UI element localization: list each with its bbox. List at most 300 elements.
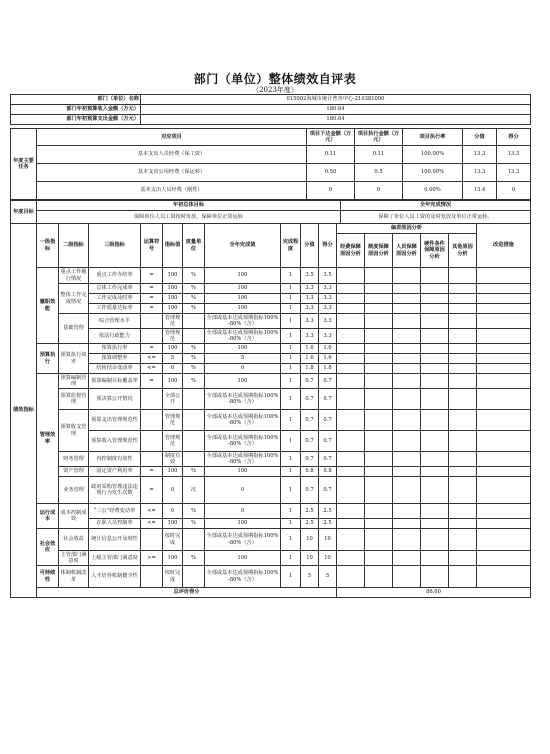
cell: 100 (163, 551, 183, 566)
cell: 1.8 (319, 364, 337, 374)
cell (477, 284, 531, 294)
cell: 工作完成及时率 (89, 294, 141, 304)
table-row (11, 519, 531, 529)
tasks-col-score: 得分 (497, 129, 531, 146)
l2-asset: 资产管理 (59, 467, 89, 477)
cell: “三公”经费变动率 (89, 504, 141, 519)
cell (337, 329, 365, 344)
cell: % (183, 268, 205, 284)
cell (449, 477, 477, 504)
cell (393, 284, 421, 294)
cell: 上级主管部门满意度 (89, 551, 141, 566)
cell (421, 529, 449, 551)
task-row (11, 146, 531, 164)
cell: 全部或基本达成预期指标100%-80%（含） (205, 389, 281, 410)
cell: % (183, 284, 205, 294)
cell: 100 (205, 304, 281, 314)
col-weight: 分值 (301, 224, 319, 268)
cell: 全部或基本达成预期指标100%-80%（含） (205, 431, 281, 452)
cell: 100 (163, 374, 183, 389)
cell (365, 329, 393, 344)
cell: 工作质量达标率 (89, 304, 141, 314)
cell (337, 284, 365, 294)
task-executed: 0 (355, 182, 403, 200)
cell (365, 304, 393, 314)
cell (449, 389, 477, 410)
cell: 0 (205, 477, 281, 504)
cell: % (183, 344, 205, 354)
cell: = (141, 284, 163, 294)
cell: 在职人员控制率 (89, 519, 141, 529)
cell (421, 329, 449, 344)
cell: 100 (163, 284, 183, 294)
cell: % (183, 304, 205, 314)
cell (449, 529, 477, 551)
cell: 3.5 (301, 268, 319, 284)
cell (421, 374, 449, 389)
cell: <= (141, 504, 163, 519)
cell: 1 (281, 477, 301, 504)
cell (393, 374, 421, 389)
cell: 管理规范 (163, 410, 183, 431)
cell (393, 304, 421, 314)
table-row (11, 467, 531, 477)
cell (477, 551, 531, 566)
total-label: 总评价得分 (37, 588, 337, 598)
cell (365, 566, 393, 588)
cell (477, 529, 531, 551)
cell: % (183, 519, 205, 529)
cell: 100 (205, 467, 281, 477)
cell (337, 452, 365, 467)
cell (365, 410, 393, 431)
cell: 3.3 (319, 304, 337, 314)
l2-soc: 社会效益 (59, 529, 89, 551)
cell: 0.8 (319, 467, 337, 477)
cell: = (141, 268, 163, 284)
cell: 3.3 (319, 314, 337, 329)
goals-section-label: 年度目标 (11, 201, 37, 224)
cell (393, 452, 421, 467)
cell (365, 551, 393, 566)
cell (393, 566, 421, 588)
table-row (11, 364, 531, 374)
cell (421, 354, 449, 364)
cell: 1 (281, 566, 301, 588)
cell: 全部或基本达成预期指标100%-80%（含） (205, 529, 281, 551)
cell: 3.3 (301, 294, 319, 304)
cell: 预算支出管理规范性 (89, 410, 141, 431)
col-score: 得分 (319, 224, 337, 268)
cell: 1 (281, 519, 301, 529)
task-score: 13.3 (497, 146, 531, 164)
cell: 0.8 (301, 467, 319, 477)
cell (421, 477, 449, 504)
cell: 0.7 (301, 477, 319, 504)
cell: = (141, 374, 163, 389)
cell (183, 314, 205, 329)
income-value: 180.64 (141, 105, 531, 115)
cell (421, 294, 449, 304)
cell: 0.7 (319, 389, 337, 410)
cell (183, 389, 205, 410)
cell: 5 (163, 354, 183, 364)
tasks-table (10, 128, 531, 200)
l1-social: 社会效应 (37, 529, 59, 566)
cell (183, 329, 205, 344)
cell: % (183, 504, 205, 519)
cell (393, 410, 421, 431)
indicators-section-label: 绩效指标 (11, 224, 37, 598)
cell (365, 519, 393, 529)
indicators-table (10, 223, 531, 598)
cell (449, 374, 477, 389)
cell (477, 364, 531, 374)
task-allocated: 0.50 (307, 164, 355, 182)
cell: 100 (205, 284, 281, 294)
col-dev-system: 制度保障原因分析 (365, 234, 393, 268)
cell (393, 431, 421, 452)
l2-overall: 整体工作完成情况 (59, 284, 89, 314)
cell: = (141, 304, 163, 314)
cell: 100 (163, 467, 183, 477)
cell (337, 477, 365, 504)
page-subtitle: （2023年度） (252, 86, 298, 94)
cell (393, 504, 421, 519)
cell (393, 329, 421, 344)
cell (421, 314, 449, 329)
l2-bsup: 预算监督管理 (59, 389, 89, 410)
cell: % (183, 354, 205, 364)
cell: 0.7 (319, 452, 337, 467)
task-weight: 13.4 (463, 182, 497, 200)
cell: 100 (163, 268, 183, 284)
cell (141, 431, 163, 452)
cell: 1 (281, 268, 301, 284)
cell (365, 529, 393, 551)
unit-name-row (11, 95, 531, 105)
l1-cost: 运行成本 (37, 504, 59, 529)
cell (337, 519, 365, 529)
table-row (11, 374, 531, 389)
cell (477, 314, 531, 329)
cell: 全部或基本达成预期指标100%-80%（含） (205, 566, 281, 588)
cell: 5 (301, 566, 319, 588)
cell: 100 (205, 294, 281, 304)
table-row (11, 344, 531, 354)
cell: 内控制度有效性 (89, 452, 141, 467)
cell: 1 (281, 364, 301, 374)
cell: 0.7 (301, 452, 319, 467)
cell: 0 (163, 364, 183, 374)
col-unit: 度量单位 (183, 224, 205, 268)
cell: 0.7 (301, 389, 319, 410)
cell: 依法行政能力 (89, 329, 141, 344)
col-dev-other: 其他原因分析 (449, 234, 477, 268)
col-level3: 三级指标 (89, 224, 141, 268)
tasks-col-allocated: 项目下达金额（万元） (307, 129, 355, 146)
tasks-col-project: 对应项目 (37, 129, 307, 146)
cell (449, 452, 477, 467)
cell (393, 467, 421, 477)
cell (421, 551, 449, 566)
cell: 按时完成 (163, 566, 183, 588)
goals-initial-text: 保障单位人员工资按时发放，保障单位正常运转 (37, 211, 341, 224)
cell: 预算执行率 (89, 344, 141, 354)
task-allocated: 0 (307, 182, 355, 200)
total-row (11, 588, 531, 598)
cell: 全部或基本达成预期指标100%-80%（含） (205, 410, 281, 431)
cell: = (141, 477, 163, 504)
tasks-header-row (11, 129, 531, 146)
cell (337, 344, 365, 354)
cell (365, 374, 393, 389)
table-row (11, 294, 531, 304)
col-degree: 完成程度 (281, 224, 301, 268)
table-row (11, 566, 531, 588)
cell (183, 452, 205, 467)
cell (421, 504, 449, 519)
cell: 100 (163, 519, 183, 529)
col-target: 指标值 (163, 224, 183, 268)
cell (337, 504, 365, 519)
table-row (11, 551, 531, 566)
table-row (11, 329, 531, 344)
task-executed: 0.11 (355, 146, 403, 164)
cell: 1.6 (301, 344, 319, 354)
task-score: 0 (497, 182, 531, 200)
cell (477, 519, 531, 529)
cell: = (141, 467, 163, 477)
cell: 1.8 (301, 364, 319, 374)
col-level2: 二级指标 (59, 224, 89, 268)
cell (477, 329, 531, 344)
task-project: 基本支出公用经费（保运转） (37, 164, 307, 182)
expense-row (11, 115, 531, 125)
cell: 3.3 (301, 284, 319, 294)
cell: 预算调整率 (89, 354, 141, 364)
cell: 100 (163, 294, 183, 304)
cell: >= (141, 551, 163, 566)
cell: % (183, 551, 205, 566)
cell (141, 410, 163, 431)
cell: 0.7 (319, 410, 337, 431)
cell: 3.3 (301, 329, 319, 344)
tasks-col-rate: 项目执行率 (403, 129, 463, 146)
l2-mech: 体制机制改革 (59, 566, 89, 588)
cell (449, 268, 477, 284)
l2-bprep: 预算编制管理 (59, 374, 89, 389)
table-row (11, 284, 531, 294)
task-executed: 0.5 (355, 164, 403, 182)
cell: 100 (205, 551, 281, 566)
cell (477, 477, 531, 504)
cell: 管理规范 (163, 431, 183, 452)
goals-table (10, 200, 531, 224)
cell (141, 329, 163, 344)
cell (449, 344, 477, 354)
cell: 预决算公开情况 (89, 389, 141, 410)
cell (393, 551, 421, 566)
cell: 3.3 (319, 284, 337, 294)
cell: 按时完成 (163, 529, 183, 551)
cell (365, 477, 393, 504)
cell: 0.7 (319, 477, 337, 504)
cell: = (141, 344, 163, 354)
cell (183, 566, 205, 588)
task-rate: 100.00% (403, 146, 463, 164)
cell (393, 529, 421, 551)
cell (183, 431, 205, 452)
cell: 5 (319, 566, 337, 588)
cell (393, 314, 421, 329)
cell: 管理规范 (163, 329, 183, 344)
cell (449, 566, 477, 588)
cell: 政府采购管理违法违规行为发生次数 (89, 477, 141, 504)
cell (393, 389, 421, 410)
cell: 0.7 (301, 374, 319, 389)
task-project: 基本支出人员经费（保工资） (37, 146, 307, 164)
cell: 0.7 (319, 374, 337, 389)
cell (337, 294, 365, 304)
cell: 1.6 (319, 344, 337, 354)
cell (421, 268, 449, 284)
cell (141, 452, 163, 467)
cell (477, 389, 531, 410)
cell (337, 374, 365, 389)
cell: 1 (281, 294, 301, 304)
cell: 1 (281, 304, 301, 314)
cell (449, 431, 477, 452)
cell: 1 (281, 389, 301, 410)
col-dev-hardware: 硬件条件保障原因分析 (421, 234, 449, 268)
cell (421, 304, 449, 314)
task-weight: 13.3 (463, 164, 497, 182)
indicators-header-row (11, 224, 531, 234)
task-weight: 13.3 (463, 146, 497, 164)
cell: 0.7 (301, 410, 319, 431)
l2-brev: 预算收支管理 (59, 410, 89, 452)
cell (449, 410, 477, 431)
task-row (11, 164, 531, 182)
col-level1: 一级指标 (37, 224, 59, 268)
cell: 全部或基本达成预期指标100%-80%（含） (205, 452, 281, 467)
cell (477, 294, 531, 304)
goals-completed-label: 全年完成情况 (341, 201, 531, 211)
cell (337, 314, 365, 329)
cell: 1 (281, 284, 301, 294)
cell: 10 (301, 551, 319, 566)
cell (477, 268, 531, 284)
cell (337, 467, 365, 477)
cell: 1.6 (301, 354, 319, 364)
tasks-section-label: 年度主要任务 (11, 129, 37, 200)
cell (337, 304, 365, 314)
table-row (11, 314, 531, 329)
cell: 制度有效 (163, 452, 183, 467)
table-row (11, 477, 531, 504)
goals-content-row (11, 211, 531, 224)
cell: 100 (205, 268, 281, 284)
cell: 1 (281, 529, 301, 551)
cell (365, 452, 393, 467)
col-dev-staff: 人员保障原因分析 (393, 234, 421, 268)
l2-exec: 预算执行效率 (59, 344, 89, 374)
l1-sustain: 可持续性 (37, 566, 59, 588)
cell: 3.3 (319, 294, 337, 304)
cell (365, 268, 393, 284)
cell (337, 431, 365, 452)
cell (365, 389, 393, 410)
table-row (11, 354, 531, 364)
cell (337, 268, 365, 284)
cell: 次 (183, 477, 205, 504)
col-measures: 改进措施 (477, 224, 531, 268)
task-row (11, 182, 531, 200)
cell: 0 (205, 364, 281, 374)
cell: 100 (163, 344, 183, 354)
total-value: 86.60 (337, 588, 531, 598)
cell (365, 294, 393, 304)
cell (477, 374, 531, 389)
cell: % (183, 467, 205, 477)
income-label: 部门年初预算收入金额（万元） (11, 105, 141, 115)
cell (141, 314, 163, 329)
cell (393, 364, 421, 374)
task-rate: 0.00% (403, 182, 463, 200)
goals-completed-text: 保障了单位人员工资的及时发放及单位正常运转。 (341, 211, 531, 224)
l1-budget: 预算执行 (37, 344, 59, 374)
cell (477, 304, 531, 314)
cell: 综合管理水平 (89, 314, 141, 329)
cell: 1 (281, 551, 301, 566)
col-deviation: 偏差原因分析 (337, 224, 477, 234)
cell (449, 294, 477, 304)
cell (393, 354, 421, 364)
table-row (11, 504, 531, 519)
table-row (11, 431, 531, 452)
cell (337, 354, 365, 364)
l2-fin: 财务管理 (59, 452, 89, 467)
table-row (11, 304, 531, 314)
unit-name-value: 015002海城市统计普查中心-210381000 (141, 95, 531, 105)
cell (393, 268, 421, 284)
col-dev-funding: 经费保障原因分析 (337, 234, 365, 268)
cell (449, 304, 477, 314)
cell: 0 (205, 504, 281, 519)
expense-label: 部门年初预算支出金额（万元） (11, 115, 141, 125)
cell: 总体工作完成率 (89, 284, 141, 294)
cell: 预算收入管理规范性 (89, 431, 141, 452)
table-row (11, 389, 531, 410)
cell: 5 (205, 354, 281, 364)
cell: 1 (281, 452, 301, 467)
cell: 3.3 (319, 329, 337, 344)
header-table (10, 94, 531, 125)
cell: 100 (205, 344, 281, 354)
cell: 0 (163, 477, 183, 504)
cell: 重点工作办结率 (89, 268, 141, 284)
cell: 1 (281, 344, 301, 354)
income-row (11, 105, 531, 115)
cell: 1.6 (319, 354, 337, 364)
cell (421, 410, 449, 431)
cell (421, 452, 449, 467)
cell: 固定资产利用率 (89, 467, 141, 477)
cell (141, 389, 163, 410)
cell (421, 364, 449, 374)
cell (449, 284, 477, 294)
